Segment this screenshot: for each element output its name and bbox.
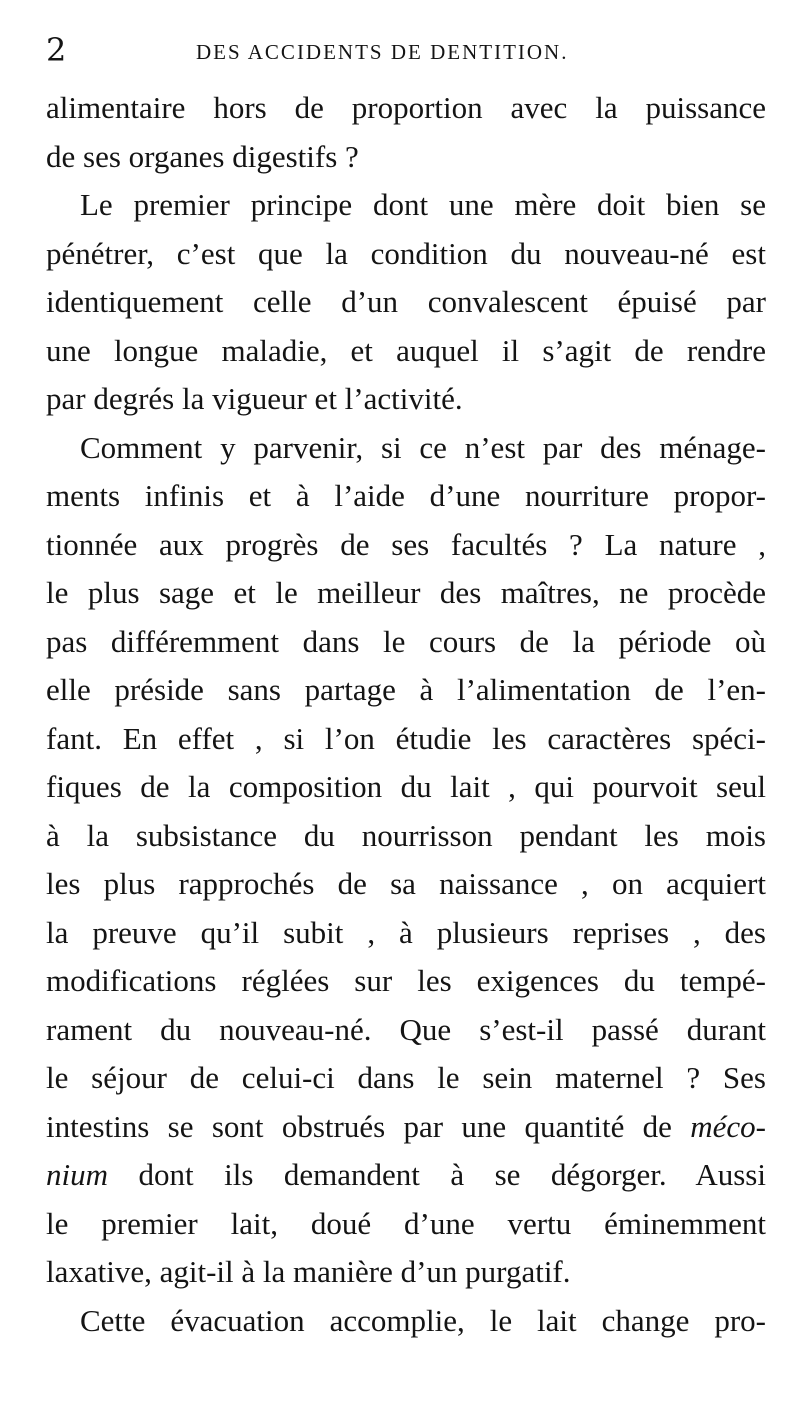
text-line: à la subsistance du nourrisson pendant les mois xyxy=(46,817,766,853)
italic-term: méco- xyxy=(690,1108,766,1144)
text-line: pas différemment dans le cours de la période où xyxy=(46,623,766,659)
text-line: pénétrer, c’est que la condition du nouveau-né est xyxy=(46,235,766,271)
text-line: alimentaire hors de proportion avec la puissance xyxy=(46,90,766,125)
text-line: le premier lait, doué d’une vertu éminemment xyxy=(46,1205,766,1241)
text-lines-block xyxy=(46,84,766,1054)
text-line: rament du nouveau-né. Que s’est-il passé durant xyxy=(46,1011,766,1047)
running-title: DES ACCIDENTS DE DENTITION. xyxy=(196,40,569,64)
text-line: elle préside sans partage à l’alimentation de l’en- xyxy=(46,672,766,707)
text-line: laxative, agit-il à la manière d’un purgatif. xyxy=(46,1254,571,1289)
text-line: les plus rapprochés de sa naissance , on acquiert xyxy=(46,866,766,901)
text-line: fiques de la composition du lait , qui pourvoit seul xyxy=(46,769,766,804)
text-segment: intestins se sont obstrués par une quantité de xyxy=(46,1108,691,1144)
text-line: Comment y parvenir, si ce n’est par des ménage- xyxy=(80,429,766,465)
text-line: modifications réglées sur les exigences du tempé- xyxy=(46,963,766,998)
text-line: de ses organes digestifs ? xyxy=(46,138,359,174)
text-line: ments infinis et à l’aide d’une nourriture propor- xyxy=(46,478,766,513)
running-head xyxy=(46,30,786,70)
text-line: par degrés la vigueur et l’activité. xyxy=(46,381,463,416)
text-line xyxy=(46,1103,766,1152)
body-text xyxy=(46,84,766,1345)
page-number: 2 xyxy=(46,31,67,69)
text-line: Le premier principe dont une mère doit bien se xyxy=(80,187,766,222)
text-line: Cette évacuation accomplie, le lait change pro- xyxy=(80,1302,766,1338)
text-segment: dont ils demandent à se dégorger. Aussi xyxy=(108,1157,766,1192)
text-line: une longue maladie, et auquel il s’agit de rendre xyxy=(46,332,766,368)
text-line: la preuve qu’il subit , à plusieurs reprises , des xyxy=(46,914,766,950)
text-line: tionnée aux progrès de ses facultés ? La nature , xyxy=(46,526,766,562)
text-line: le séjour de celui-ci dans le sein maternel ? Ses xyxy=(46,1060,766,1095)
text-line: fant. En effet , si l’on étudie les caractères spéci- xyxy=(46,720,766,756)
text-line: le plus sage et le meilleur des maîtres, ne procède xyxy=(46,575,766,610)
text-line: identiquement celle d’un convalescent épuisé par xyxy=(46,284,766,319)
text-line xyxy=(46,1151,766,1200)
italic-term: nium xyxy=(46,1157,108,1192)
